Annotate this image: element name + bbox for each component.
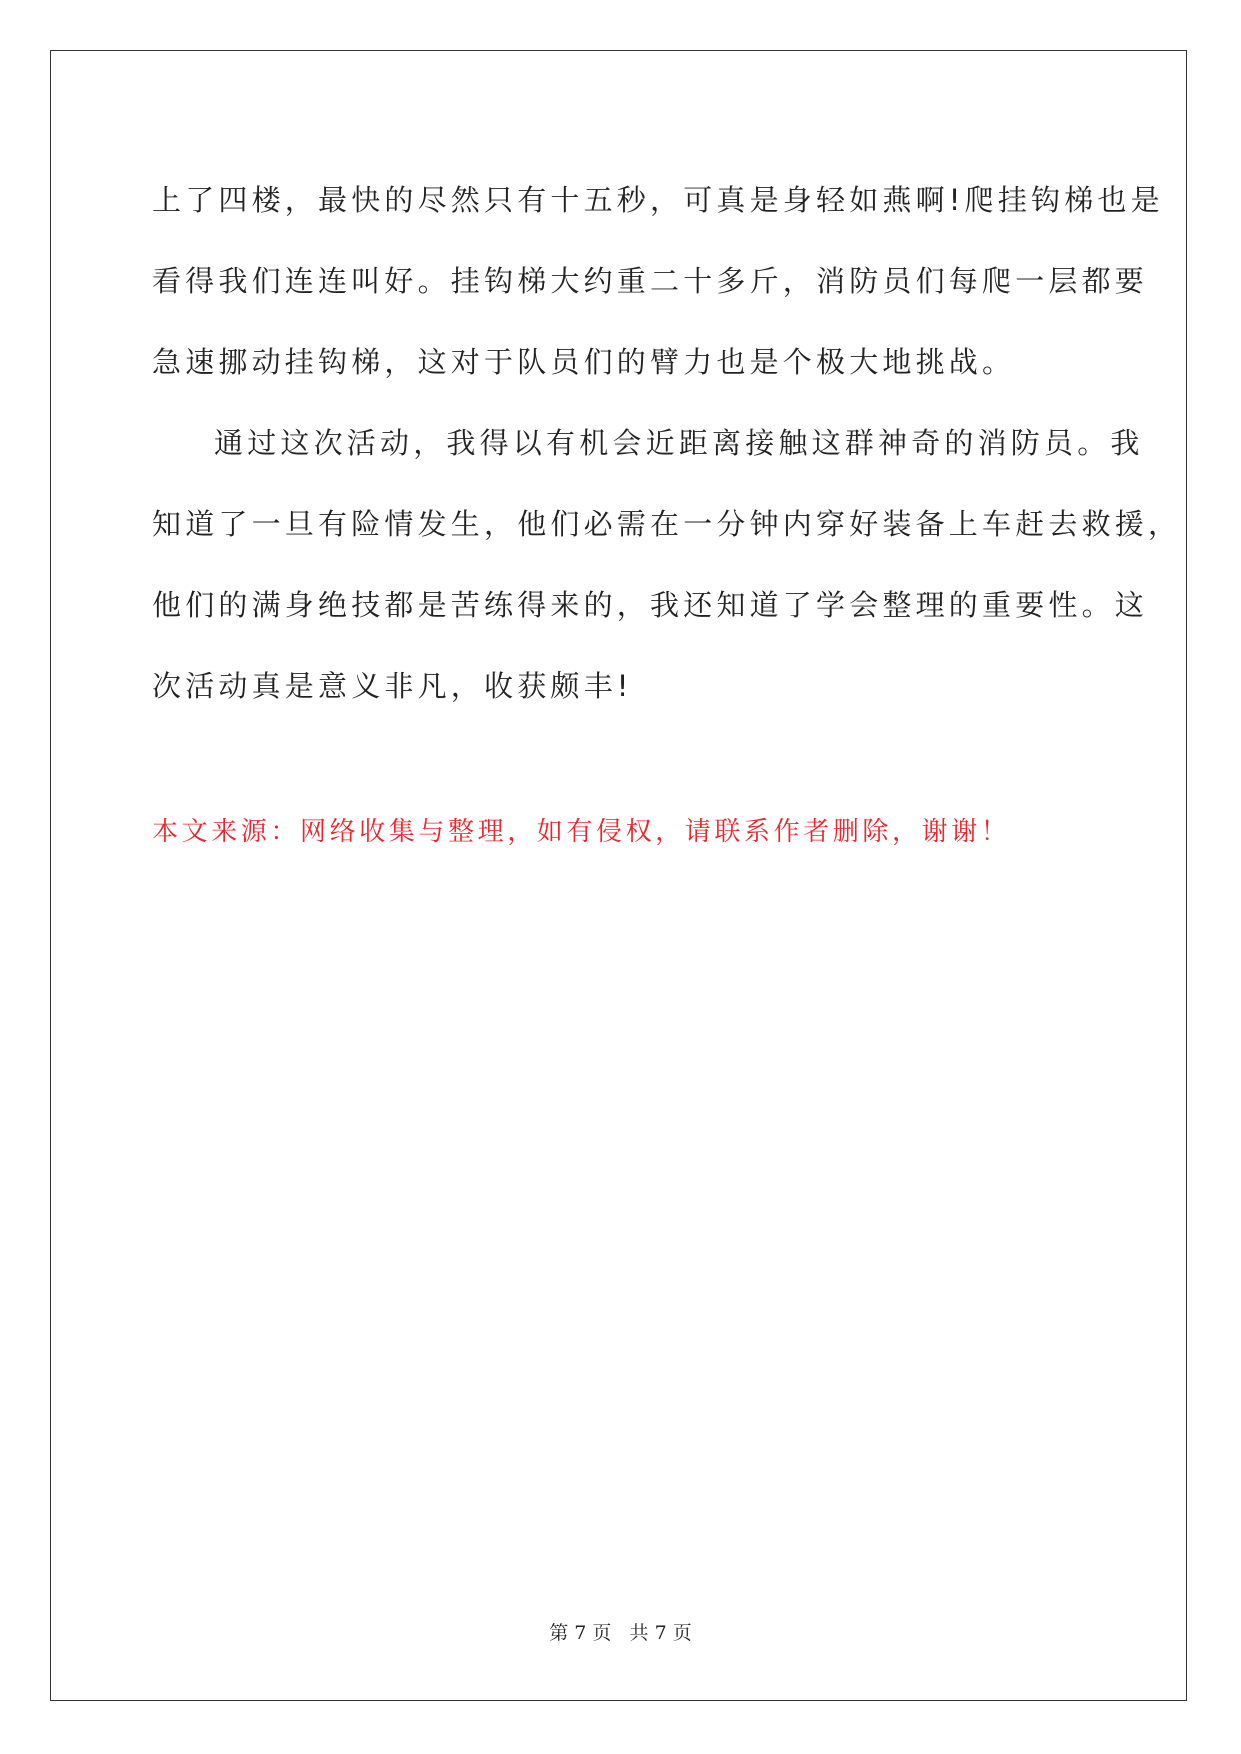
source-note: 本文来源：网络收集与整理，如有侵权，请联系作者删除，谢谢！ xyxy=(152,817,1011,847)
paragraph-line: 次活动真是意义非凡，收获颇丰! xyxy=(152,669,633,703)
paragraph-line: 他们的满身绝技都是苦练得来的，我还知道了学会整理的重要性。这 xyxy=(152,588,1149,622)
document-body xyxy=(152,160,1182,727)
paragraph-line: 上了四楼，最快的尽然只有十五秒，可真是身轻如燕啊!爬挂钩梯也是 xyxy=(152,183,1164,217)
paragraph-line: 急速挪动挂钩梯，这对于队员们的臂力也是个极大地挑战。 xyxy=(152,345,1016,379)
paragraph-line: 通过这次活动，我得以有机会近距离接触这群神奇的消防员。我 xyxy=(214,426,1144,460)
page-number-footer: 第 7 页 共 7 页 xyxy=(549,1622,692,1644)
paragraph-line: 知道了一旦有险情发生，他们必需在一分钟内穿好装备上车赶去救援， xyxy=(152,507,1182,541)
paragraph-line: 看得我们连连叫好。挂钩梯大约重二十多斤，消防员们每爬一层都要 xyxy=(152,264,1149,298)
